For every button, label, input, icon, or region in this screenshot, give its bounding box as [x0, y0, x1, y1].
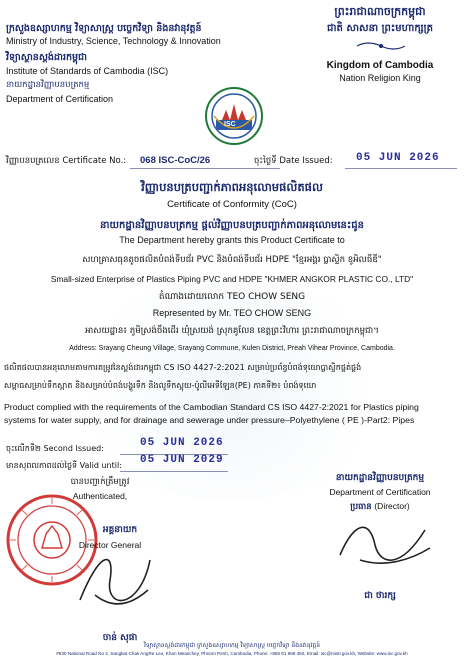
second-issued-stamp: 05 JUN 2026: [140, 437, 224, 449]
signatory-dept-kh: នាយកដ្ឋានវិញ្ញាបនបត្រកម្ម: [335, 473, 425, 483]
cert-no-value: 068 ISC-CoC/26: [140, 155, 211, 166]
product-kh-line2: សម្ពាធសម្រាប់ទឹកស្អាត និងសម្រាប់បំពង់បង្ហូរទឹក និងលូទឹកស្អុយ-ប៉ូលីអេទីឡែន(PE) ភាគទី២៖ បំពង់ទុយោ: [4, 381, 317, 390]
product-en-line2: systems for water supply, and for drainage and sewerage under pressure–Polyethylene ( PE )-Part2: Pipes: [4, 415, 415, 425]
logo-text: ISC: [224, 121, 236, 128]
footer-kh: វិទ្យាស្ថានស្តង់ដារកម្ពុជា ក្រសួងឧស្សាហកម្ម វិទ្យាសាស្ត្រ បច្ចេកវិទ្យា និងនវានុវត្តន៍: [143, 642, 321, 649]
motto-en: Nation Religion King: [339, 73, 421, 83]
director-en: (Director): [374, 501, 410, 511]
footer-en: #530 National Road No 2, Sangkat Chak AngRe Leu, Khan Meanchey, Phnom Penh, Cambodia, Phone: +855 61 969 450, Email: isc@misti.gov.kh, Website: www.isc.gov.kh: [56, 651, 408, 656]
address-kh: អាសយដ្ឋាន៖ ភូមិស្រង់ចឹងដើរ ឃុំស្រយង់ ស្រុកគូលែន ខេត្តព្រះវិហារ ព្រះរាជាណាចក្រកម្ពុជា។: [85, 326, 379, 336]
ministry-en: Ministry of Industry, Science, Technology & Innovation: [6, 36, 221, 46]
dg-title-en: Director General: [78, 540, 142, 550]
product-kh-line1: ផលិតផលបានអនុលោមតាមការតម្រូវនៃស្តង់ដារកម្ពុជា CS ISO 4427-2:2021 សម្រាប់ប្រព័ន្ធបំពង់ទុយោប្លាស្ទិកផ្គត់ផ្គង់: [4, 363, 362, 372]
ministry-kh: ក្រសួងឧស្សាហកម្ម វិទ្យាសាស្ត្រ បច្ចេកវិទ្យា និងនវានុវត្តន៍: [6, 23, 202, 34]
institute-en: Institute of Standards of Cambodia (ISC): [6, 66, 169, 76]
department-en: Department of Certification: [6, 94, 114, 104]
representative-kh: តំណាងដោយលោក TEO CHOW SENG: [158, 292, 306, 302]
director-signature-icon: [330, 510, 440, 580]
signatory-dept-en: Department of Certification: [329, 487, 431, 497]
title-kh: វិញ្ញាបនបត្របញ្ជាក់ភាពអនុលោមផលិតផល: [141, 180, 323, 194]
company-kh: សហគ្រាសធុនតូចផលិតបំពង់ទីបជ័រ PVC និងបំពង់ទីបជ័រ HDPE "ខ្មែរអង្គរ ប្លាស្ទិក ខូអិលធីឌី": [82, 255, 382, 265]
second-issued-label: ចុះលើកទី២ Second Issued:: [6, 444, 104, 453]
date-underline: [345, 168, 457, 169]
product-en-line1: Product complied with the requirements of the Cambodian Standard CS ISO 4427-2:2021 for Plastics piping: [4, 402, 419, 412]
director-kh: ប្រធាន: [350, 502, 372, 512]
grant-en: The Department hereby grants this Product Certificate to: [119, 235, 345, 245]
valid-until-underline: [120, 471, 228, 472]
address-en: Address: Srayang Cheung Village, Srayang Commune, Kulen District, Preah Vihear Province, Cambodia.: [69, 345, 395, 352]
title-en: Certificate of Conformity (CoC): [167, 199, 297, 210]
date-label: ចុះថ្ងៃទី Date Issued:: [254, 156, 333, 166]
institute-kh: វិទ្យាស្ថានស្តង់ដារកម្ពុជា: [6, 52, 88, 63]
department-kh: នាយកដ្ឋានវិញ្ញាបនបត្រកម្ម: [6, 80, 90, 90]
kingdom-kh: ព្រះរាជាណាចក្រកម្ពុជា: [334, 5, 426, 18]
ornament-divider-icon: [355, 38, 407, 52]
dg-title-kh: អគ្គនាយក: [102, 525, 138, 535]
authenticated-kh: បានបញ្ជាក់ត្រឹមត្រូវ: [70, 477, 130, 487]
cert-no-label: វិញ្ញាបនបត្រលេខ Certificate No.:: [6, 156, 127, 166]
representative-en: Represented by Mr. TEO CHOW SENG: [152, 308, 312, 318]
kingdom-en: Kingdom of Cambodia: [326, 60, 434, 71]
motto-kh: ជាតិ សាសនា ព្រះមហាក្សត្រ: [327, 23, 433, 34]
company-en: Small-sized Enterprise of Plastics Piping PVC and HDPE "KHMER ANGKOR PLASTIC CO., LTD": [50, 274, 414, 284]
dg-signature-icon: [70, 540, 160, 620]
valid-until-stamp: 05 JUN 2029: [140, 454, 224, 466]
authenticated-en: Authenticated,: [72, 491, 128, 501]
cert-no-underline: [130, 168, 280, 169]
signatory-name-kh: ជា ថារក្ស: [364, 591, 396, 601]
valid-label: មានសុពលភាពដល់ថ្ងៃទី Valid until:: [6, 461, 122, 470]
dg-name-kh: ចាន់ សុផា: [102, 633, 138, 643]
date-issued-stamp: 05 JUN 2026: [356, 152, 440, 164]
grant-kh: នាយកដ្ឋានវិញ្ញាបនបត្រកម្ម ផ្ដល់វិញ្ញាបនបត្របញ្ជាក់ភាពអនុលោមនេះជូន: [100, 220, 364, 231]
isc-logo-icon: [204, 86, 264, 146]
